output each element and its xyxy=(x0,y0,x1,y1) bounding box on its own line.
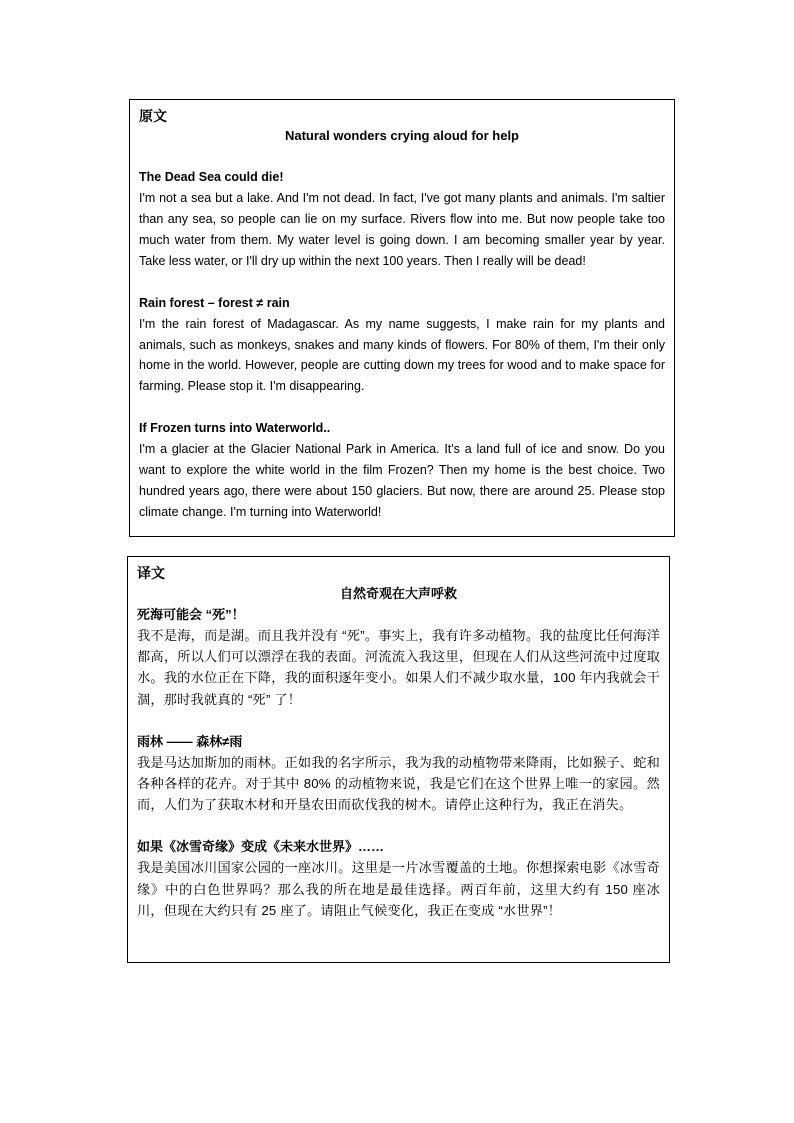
translation-body-glacier: 我是美国冰川国家公园的一座冰川。这里是一片冰雪覆盖的土地。你想探索电影《冰雪奇缘》中的白色世界吗？那么我的所在地是最佳选择。两百年前，这里大约有 150 座冰川，但现在大约只有 25 座了。请阻止气候变化，我正在变成 “水世界”！ xyxy=(137,860,660,918)
section-body-dead-sea: I'm not a sea but a lake. And I'm not dead. In fact, I've got many plants and animals. I'm saltier than any sea, so people can lie on my surface. Rivers flow into me. But now people take too much water from them. My water level is going down. I am becoming smaller year by year. Take less water, or I'll dry up within the next 100 years. Then I really will be dead! xyxy=(139,191,665,268)
translation-body-dead-sea: 我不是海，而是湖。而且我并没有 “死”。事实上，我有许多动植物。我的盐度比任何海洋都高，所以人们可以漂浮在我的表面。河流流入我这里，但现在人们从这些河流中过度取水。我的水位正在下降，我的面积逐年变小。如果人们不减少取水量，100 年内我就会干涸，那时我就真的 “死” 了！ xyxy=(137,628,660,707)
section-heading-glacier: If Frozen turns into Waterworld.. xyxy=(139,421,331,436)
section-body-glacier: I'm a glacier at the Glacier National Park in America. It's a land full of ice and snow. Do you want to explore the white world in the film Frozen? Then my home is the best choice. Two hundred years ago, there were about 150 glaciers. But now, there are around 25. Please stop climate change. I'm turning into Waterworld! xyxy=(139,442,665,519)
translation-body-rain-forest: 我是马达加斯加的雨林。正如我的名字所示，我为我的动植物带来降雨，比如猴子、蛇和各种各样的花卉。对于其中 80% 的动植物来说，我是它们在这个世界上唯一的家园。然而，人们为了获取木材和开垦农田而砍伐我的树木。请停止这种行为，我正在消失。 xyxy=(137,754,660,813)
section-body-rain-forest: I'm the rain forest of Madagascar. As my name suggests, I make rain for my plants and animals, such as monkeys, snakes and many kinds of flowers. For 80% of them, I'm their only home in the world. However, people are cutting down my trees for wood and to make space for farming. Please stop it. I'm disappearing. xyxy=(139,316,665,394)
translation-heading-rain-forest: 雨林 —— 森林≠雨 xyxy=(137,733,243,749)
original-title: Natural wonders crying aloud for help xyxy=(284,128,520,143)
original-label: 原文 xyxy=(139,108,167,124)
translation-heading-glacier: 如果《冰雪奇缘》变成《未来水世界》…… xyxy=(137,839,385,855)
section-heading-dead-sea: The Dead Sea could die! xyxy=(139,170,284,184)
translation-heading-dead-sea: 死海可能会 “死”！ xyxy=(137,607,245,622)
section-heading-rain-forest: Rain forest – forest ≠ rain xyxy=(139,295,290,310)
translation-box xyxy=(127,556,670,963)
translation-title: 自然奇观在大声呼救 xyxy=(339,586,457,601)
original-text-box xyxy=(129,99,675,537)
translation-label: 译文 xyxy=(137,565,165,581)
